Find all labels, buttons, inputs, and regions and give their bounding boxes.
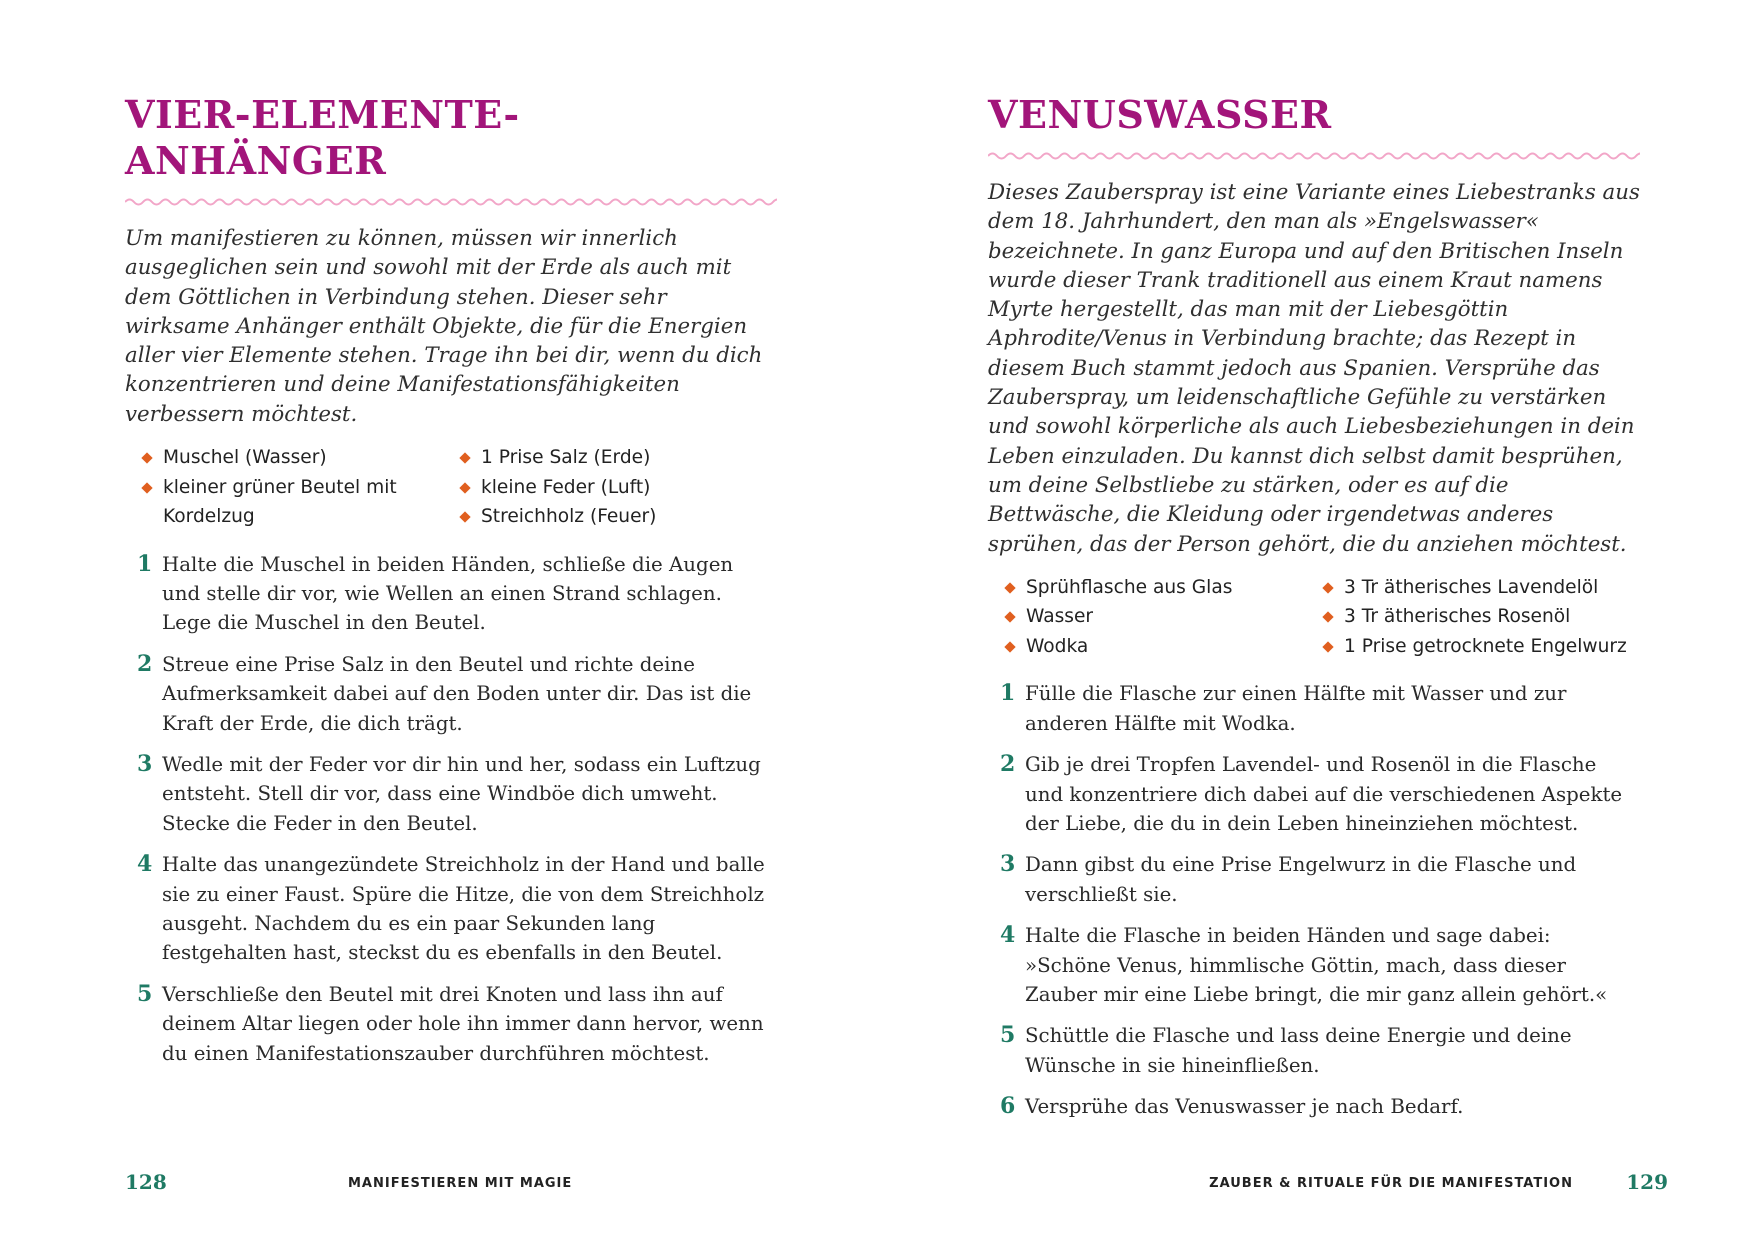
step-number: 3 — [1000, 851, 1016, 878]
ingredient-item: Wasser — [1004, 602, 1322, 632]
step-text: Dann gibst du eine Prise Engelwurz in die Flasche und verschließt sie. — [1025, 853, 1577, 906]
step-text: Schüttle die Flasche und lass deine Energie und deine Wünsche in sie hineinfließen. — [1025, 1024, 1572, 1077]
step-item — [988, 921, 1640, 1009]
right-content — [988, 92, 1640, 1134]
ingredient-item: 3 Tr ätherisches Rosenöl — [1322, 602, 1640, 632]
diamond-bullet-icon — [1004, 582, 1015, 593]
step-text: Halte die Flasche in beiden Händen und sage dabei: »Schöne Venus, himmlische Göttin, mach, dass dieser Zauber mir eine Liebe bringt, die mir ganz allein gehört.« — [1025, 924, 1608, 1007]
ingredient-item: Sprühflasche aus Glas — [1004, 573, 1322, 603]
page-number: 129 — [1626, 1170, 1668, 1194]
ingredient-item: Muschel (Wasser) — [141, 443, 459, 473]
left-content — [125, 92, 777, 1080]
step-number: 5 — [137, 980, 153, 1007]
right-page — [874, 0, 1748, 1240]
step-list — [988, 679, 1640, 1121]
step-number: 2 — [137, 650, 153, 677]
diamond-bullet-icon — [1322, 612, 1333, 623]
ingredient-column-1 — [141, 443, 459, 532]
step-number: 6 — [1000, 1093, 1016, 1120]
step-item — [125, 650, 777, 738]
ingredient-item: 1 Prise getrocknete Engelwurz — [1322, 632, 1640, 662]
diamond-bullet-icon — [1004, 641, 1015, 652]
step-number: 1 — [1000, 680, 1016, 707]
step-list — [125, 550, 777, 1069]
step-item — [988, 1092, 1640, 1121]
step-item — [988, 1021, 1640, 1080]
step-item — [125, 750, 777, 838]
page-number: 128 — [125, 1170, 167, 1194]
ingredient-list — [125, 443, 777, 532]
step-text: Halte das unangezündete Streichholz in der Hand und balle sie zu einer Faust. Spüre die Hitze, die von dem Streichholz ausgeht. Nachdem du es ein paar Sekunden lang festgehalten hast, steckst du es ebenfalls in den Beutel. — [162, 853, 765, 965]
recipe-title: VIER-ELEMENTE-ANHÄNGER — [125, 92, 520, 183]
step-item — [125, 850, 777, 968]
step-text: Verschließe den Beutel mit drei Knoten und lass ihn auf deinem Altar liegen oder hole ihn immer dann hervor, wenn du einen Manifestationszauber durchführen möchtest. — [162, 982, 764, 1065]
step-item — [988, 679, 1640, 738]
step-number: 3 — [137, 751, 153, 778]
step-text: Versprühe das Venuswasser je nach Bedarf. — [1025, 1095, 1464, 1119]
step-text: Halte die Muschel in beiden Händen, schließe die Augen und stelle dir vor, wie Wellen an einen Strand schlagen. Lege die Muschel in den Beutel. — [162, 552, 734, 635]
intro-text: Dieses Zauberspray ist eine Variante eines Liebestranks aus dem 18. Jahrhundert, den man als »Engelswasser« bezeichnete. In ganz Europa und auf den Britischen Inseln wurde dieser Trank traditionell aus einem Kraut namens Myrte hergestellt, das man mit der Liebesgöttin Aphrodite/Venus in Verbindung brachte; das Rezept in diesem Buch stammt jedoch aus Spanien. Versprühe das Zauberspray, um leidenschaftliche Gefühle zu verstärken und sowohl körperliche als auch Liebesbeziehungen in dein Leben einzuladen. Du kannst dich selbst damit besprühen, um deine Selbstliebe zu stärken, oder es auf die Bettwäsche, die Kleidung oder irgendetwas anderes sprühen, das der Person gehört, die du anziehen möchtest. — [988, 180, 1640, 557]
step-text: Gib je drei Tropfen Lavendel- und Rosenöl in die Flasche und konzentriere dich dabei auf die verschiedenen Aspekte der Liebe, die du in dein Leben hineinziehen möchtest. — [1025, 753, 1623, 835]
diamond-bullet-icon — [459, 482, 470, 493]
running-head: MANIFESTIEREN MIT MAGIE — [348, 1176, 573, 1191]
step-text: Streue eine Prise Salz in den Beutel und richte deine Aufmerksamkeit dabei auf den Boden unter dir. Das ist die Kraft der Erde, die dich trägt. — [162, 652, 752, 735]
ingredient-list — [988, 573, 1640, 662]
step-item — [988, 750, 1640, 838]
ingredient-item: Wodka — [1004, 632, 1322, 662]
step-text: Fülle die Flasche zur einen Hälfte mit Wasser und zur anderen Hälfte mit Wodka. — [1025, 682, 1567, 735]
ingredient-column-1 — [1004, 573, 1322, 662]
step-number: 1 — [137, 550, 153, 577]
step-item — [125, 550, 777, 638]
step-number: 4 — [137, 851, 153, 878]
ingredient-item: 1 Prise Salz (Erde) — [459, 443, 777, 473]
step-number: 4 — [1000, 922, 1016, 949]
step-item — [988, 850, 1640, 909]
ingredient-column-2 — [459, 443, 777, 532]
wave-divider — [988, 150, 1640, 162]
running-head: ZAUBER & RITUALE FÜR DIE MANIFESTATION — [1209, 1176, 1573, 1191]
step-item — [125, 980, 777, 1068]
ingredient-item: kleiner grüner Beutel mit Kordelzug — [141, 473, 459, 532]
diamond-bullet-icon — [459, 511, 470, 522]
ingredient-item: 3 Tr ätherisches Lavendelöl — [1322, 573, 1640, 603]
recipe-title: VENUSWASSER — [988, 92, 1332, 137]
diamond-bullet-icon — [141, 452, 152, 463]
diamond-bullet-icon — [1322, 641, 1333, 652]
ingredient-item: Streichholz (Feuer) — [459, 502, 777, 532]
step-number: 2 — [1000, 751, 1016, 778]
step-text: Wedle mit der Feder vor dir hin und her, sodass ein Luftzug entsteht. Stell dir vor, dass eine Windböe dich umweht. Stecke die Feder in den Beutel. — [162, 753, 761, 835]
intro-text: Um manifestieren zu können, müssen wir innerlich ausgeglichen sein und sowohl mit der Erde als auch mit dem Göttlichen in Verbindung stehen. Dieser sehr wirksame Anhänger enthält Objekte, die für die Energien aller vier Elemente stehen. Trage ihn bei dir, wenn du dich konzentrieren und deine Manifestationsfähigkeiten verbessern möchtest. — [125, 226, 763, 427]
diamond-bullet-icon — [1322, 582, 1333, 593]
ingredient-column-2 — [1322, 573, 1640, 662]
diamond-bullet-icon — [459, 452, 470, 463]
diamond-bullet-icon — [141, 482, 152, 493]
ingredient-item: kleine Feder (Luft) — [459, 473, 777, 503]
diamond-bullet-icon — [1004, 612, 1015, 623]
step-number: 5 — [1000, 1022, 1016, 1049]
wave-divider — [125, 196, 777, 208]
